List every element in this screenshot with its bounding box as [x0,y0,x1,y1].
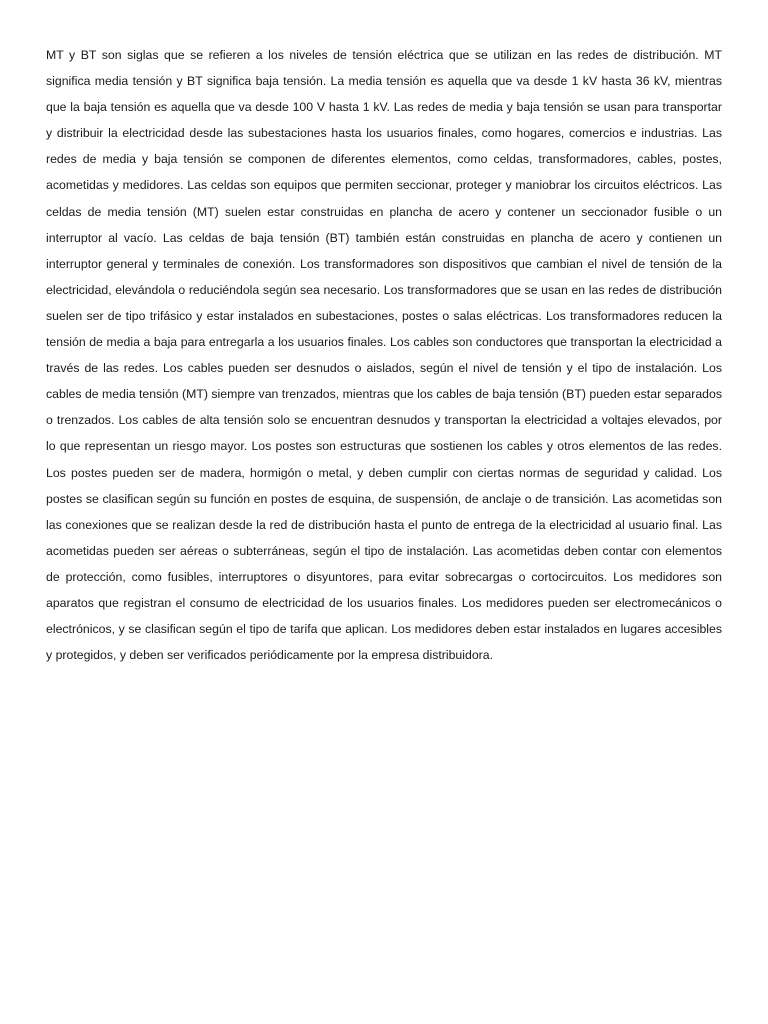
body-paragraph: MT y BT son siglas que se refieren a los niveles de tensión eléctrica que se utilizan en las redes de distribución. MT significa media tensión y BT significa baja tensión. La media tensión es aquella que va desde 1 kV hasta 36 kV, mientras que la baja tensión es aquella que va desde 100 V hasta 1 kV. Las redes de media y baja tensión se usan para transportar y distribuir la electricidad desde las subestaciones hasta los usuarios finales, como hogares, comercios e industrias. Las redes de media y baja tensión se componen de diferentes elementos, como celdas, transformadores, cables, postes, acometidas y medidores. Las celdas son equipos que permiten seccionar, proteger y maniobrar los circuitos eléctricos. Las celdas de media tensión (MT) suelen estar construidas en plancha de acero y contener un seccionador fusible o un interruptor al vacío. Las celdas de baja tensión (BT) también están construidas en plancha de acero y contienen un interruptor general y terminales de conexión. Los transformadores son dispositivos que cambian el nivel de tensión de la electricidad, elevándola o reduciéndola según sea necesario. Los transformadores que se usan en las redes de distribución suelen ser de tipo trifásico y estar instalados en subestaciones, postes o salas eléctricas. Los transformadores reducen la tensión de media a baja para entregarla a los usuarios finales. Los cables son conductores que transportan la electricidad a través de las redes. Los cables pueden ser desnudos o aislados, según el nivel de tensión y el tipo de instalación. Los cables de media tensión (MT) siempre van trenzados, mientras que los cables de baja tensión (BT) pueden estar separados o trenzados. Los cables de alta tensión solo se encuentran desnudos y transportan la electricidad a voltajes elevados, por lo que representan un riesgo mayor. Los postes son estructuras que sostienen los cables y otros elementos de las redes. Los postes pueden ser de madera, hormigón o metal, y deben cumplir con ciertas normas de seguridad y calidad. Los postes se clasifican según su función en postes de esquina, de suspensión, de anclaje o de transición. Las acometidas son las conexiones que se realizan desde la red de distribución hasta el punto de entrega de la electricidad al usuario final. Las acometidas pueden ser aéreas o subterráneas, según el tipo de instalación. Las acometidas deben contar con elementos de protección, como fusibles, interruptores o disyuntores, para evitar sobrecargas o cortocircuitos. Los medidores son aparatos que registran el consumo de electricidad de los usuarios finales. Los medidores pueden ser electromecánicos o electrónicos, y se clasifican según el tipo de tarifa que aplican. Los medidores deben estar instalados en lugares accesibles y protegidos, y deben ser verificados periódicamente por la empresa distribuidora. [46,48,723,663]
